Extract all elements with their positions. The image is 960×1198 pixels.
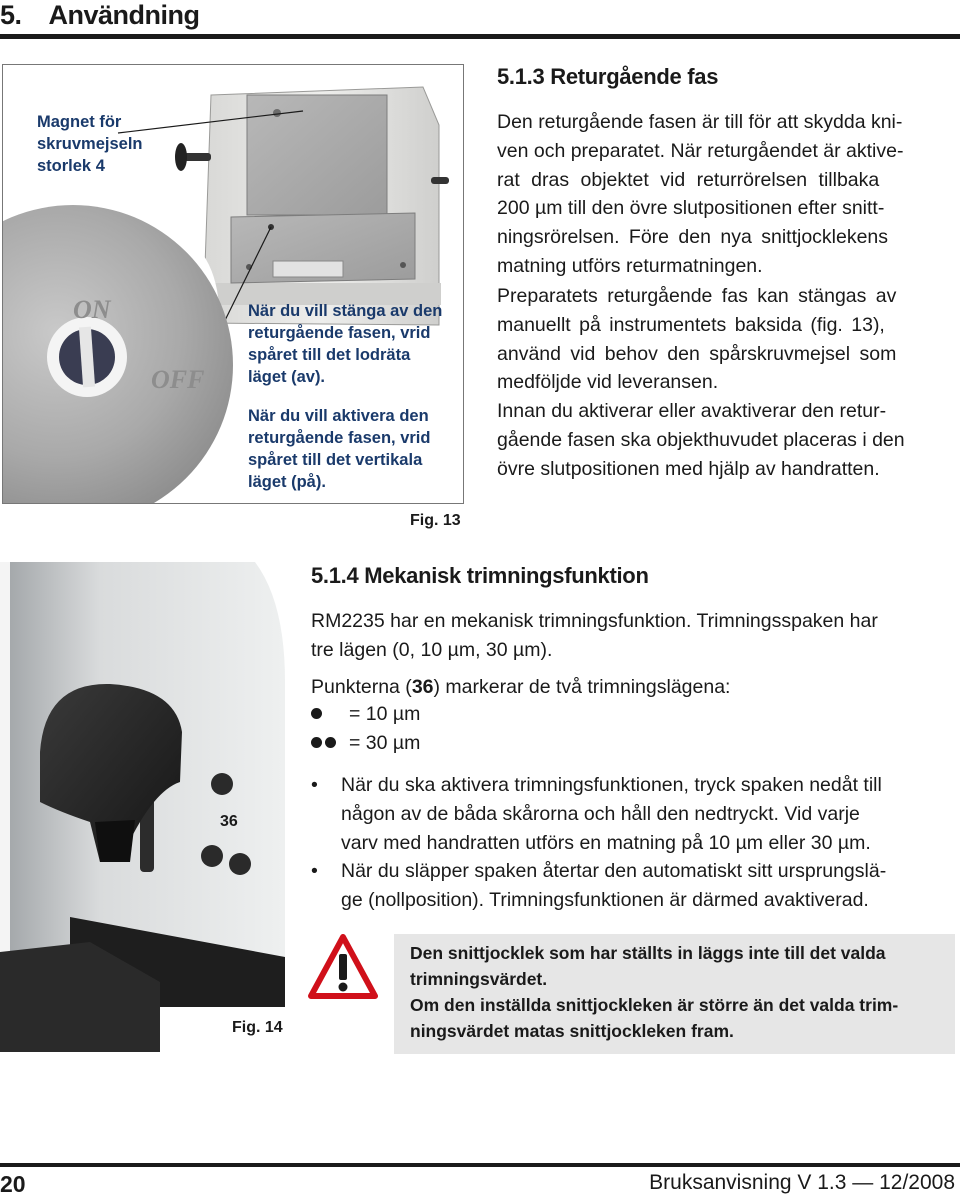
marker-36: 36	[220, 813, 238, 830]
fig14-illustration	[0, 562, 300, 1052]
callout-magnet: Magnet för skruvmejseln storlek 4	[37, 113, 143, 175]
section-514-paragraph-1: RM2235 har en mekanisk trimningsfunktion. Trimningsspaken har tre lägen (0, 10 µm, 30 µm).	[311, 610, 878, 661]
single-dot-icon	[311, 700, 349, 729]
section-513-paragraph-2: Preparatets returgående fas kan stängas av manuellt på instrumentets baksida (fig. 13), använd vid behov den spårskruvmejsel som medföljde vid leveransen.	[497, 285, 897, 394]
dial-off-label: OFF	[151, 365, 205, 394]
bullet-icon: •	[311, 774, 318, 796]
section-513-paragraph-1: Den returgående fasen är till för att skydda kni- ven och preparatet. När returgåendet är aktive- rat dras objektet vid returrörelsen tillbaka 200 µm till den övre slutpositionen efter snitt- ningsrörelsen. Före den nya snittjocklekens matning utförs returmatningen.	[497, 111, 904, 277]
fig14-caption: Fig. 14	[232, 1019, 283, 1036]
chapter-title: 5. Användning	[0, 0, 200, 30]
fig13-caption: Fig. 13	[410, 512, 461, 529]
figure-14	[0, 562, 300, 1052]
footer-text: Bruksanvisning V 1.3 — 12/2008	[649, 1171, 955, 1194]
section-514-paragraph-2: Punkterna (36) markerar de två trimningslägena:	[311, 676, 731, 698]
warning-box: Den snittjocklek som har ställts in läggs inte till det valda trimningsvärdet. Om den inställda snittjockleken är större än det valda trim- ningsvärdet matas snittjockleken fram.	[394, 934, 955, 1054]
footer-rule	[0, 1163, 960, 1167]
page-header	[0, 0, 960, 42]
callout-off: När du vill stänga av den returgående fasen, vrid spåret till det lodräta läget (av).	[248, 302, 443, 386]
section-514-heading: 5.1.4 Mekanisk trimningsfunktion	[311, 563, 649, 588]
page-number: 20	[0, 1171, 26, 1197]
double-dot-icon	[311, 729, 349, 758]
bullet-icon: •	[311, 860, 318, 882]
dot-line-10um: = 10 µm	[311, 700, 420, 729]
callout-on: När du vill aktivera den returgående fasen, vrid spåret till det vertikala läget (på).	[248, 407, 431, 491]
header-rule	[0, 34, 960, 39]
warning-triangle-icon	[308, 934, 378, 1000]
section-513-heading: 5.1.3 Returgående fas	[497, 64, 719, 89]
dial-on-label: ON	[73, 295, 111, 324]
dot-line-30um: = 30 µm	[311, 729, 420, 758]
section-513-paragraph-3: Innan du aktiverar eller avaktiverar den retur- gående fasen ska objekthuvudet placeras i den övre slutpositionen med hjälp av handratten.	[497, 400, 905, 480]
